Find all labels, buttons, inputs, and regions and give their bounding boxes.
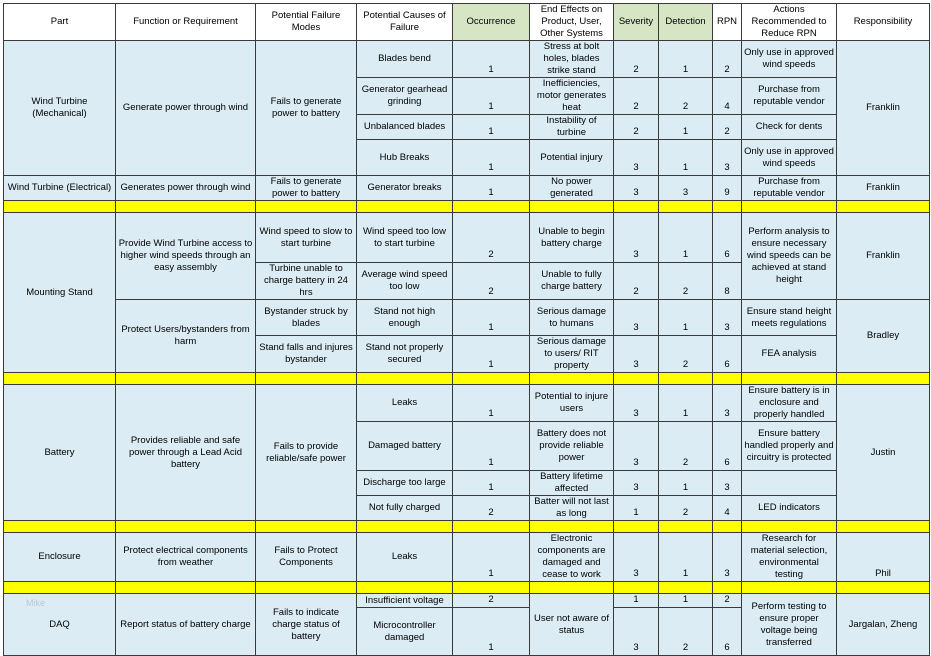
detection-cell: 2 <box>659 496 713 521</box>
header-rpn: RPN <box>713 4 742 41</box>
function-cell: Protect Users/bystanders from harm <box>116 300 256 373</box>
function-cell: Provide Wind Turbine access to higher wind speeds through an easy assembly <box>116 213 256 300</box>
severity-cell: 2 <box>614 41 659 78</box>
detection-cell: 2 <box>659 263 713 300</box>
severity-cell: 2 <box>614 115 659 140</box>
table-row <box>4 533 930 582</box>
cause-cell: Discharge too large <box>357 471 453 496</box>
severity-cell: 3 <box>614 300 659 336</box>
header-causes: Potential Causes of Failure <box>357 4 453 41</box>
action-cell: Only use in approved wind speeds <box>742 140 837 176</box>
severity-cell: 1 <box>614 496 659 521</box>
effect-cell: Serious damage to humans <box>530 300 614 336</box>
occurrence-cell: 1 <box>453 471 530 496</box>
occurrence-cell: 1 <box>453 608 530 656</box>
action-cell: Purchase from reputable vendor <box>742 78 837 115</box>
cause-cell: Generator breaks <box>357 176 453 201</box>
action-cell: Ensure battery is in enclosure and properly handled <box>742 385 837 422</box>
cause-cell: Damaged battery <box>357 422 453 471</box>
function-cell: Generates power through wind <box>116 176 256 201</box>
failure-mode-cell: Fails to indicate charge status of battery <box>256 594 357 656</box>
header-responsibility: Responsibility <box>837 4 930 41</box>
failure-mode-cell: Fails to generate power to battery <box>256 41 357 176</box>
detection-cell: 1 <box>659 140 713 176</box>
header-severity: Severity <box>614 4 659 41</box>
effect-cell: Instability of turbine <box>530 115 614 140</box>
occurrence-cell: 1 <box>453 78 530 115</box>
table-row <box>4 300 930 336</box>
header-part: Part <box>4 4 116 41</box>
occurrence-cell: 1 <box>453 533 530 582</box>
separator-row <box>4 373 930 385</box>
occurrence-cell: 1 <box>453 176 530 201</box>
rpn-cell: 3 <box>713 471 742 496</box>
detection-cell: 1 <box>659 213 713 263</box>
cause-cell: Not fully charged <box>357 496 453 521</box>
detection-cell: 1 <box>659 300 713 336</box>
occurrence-cell: 1 <box>453 115 530 140</box>
rpn-cell: 2 <box>713 594 742 608</box>
cause-cell: Stand not properly secured <box>357 336 453 373</box>
action-cell: Only use in approved wind speeds <box>742 41 837 78</box>
effect-cell: Batter will not last as long <box>530 496 614 521</box>
part-cell: Mounting Stand <box>4 213 116 373</box>
effect-cell: Battery lifetime affected <box>530 471 614 496</box>
function-cell: Protect electrical components from weather <box>116 533 256 582</box>
cause-cell: Wind speed too low to start turbine <box>357 213 453 263</box>
function-cell: Generate power through wind <box>116 41 256 176</box>
severity-cell: 2 <box>614 78 659 115</box>
severity-cell: 2 <box>614 263 659 300</box>
detection-cell: 2 <box>659 608 713 656</box>
table-row <box>4 213 930 263</box>
effect-cell: Unable to begin battery charge <box>530 213 614 263</box>
severity-cell: 1 <box>614 594 659 608</box>
rpn-cell: 2 <box>713 115 742 140</box>
cause-cell: Average wind speed too low <box>357 263 453 300</box>
failure-mode-cell: Stand falls and injures bystander <box>256 336 357 373</box>
severity-cell: 3 <box>614 213 659 263</box>
detection-cell: 1 <box>659 594 713 608</box>
detection-cell: 1 <box>659 385 713 422</box>
detection-cell: 2 <box>659 336 713 373</box>
responsibility-cell: Jargalan, Zheng <box>837 594 930 656</box>
severity-cell: 3 <box>614 422 659 471</box>
header-function: Function or Requirement <box>116 4 256 41</box>
separator-row <box>4 201 930 213</box>
cause-cell: Hub Breaks <box>357 140 453 176</box>
severity-cell: 3 <box>614 608 659 656</box>
part-cell: Battery <box>4 385 116 521</box>
responsibility-cell: Franklin <box>837 41 930 176</box>
action-cell: Perform analysis to ensure necessary wind speeds can be achieved at stand height <box>742 213 837 300</box>
effect-cell: Potential to injure users <box>530 385 614 422</box>
failure-mode-cell: Fails to provide reliable/safe power <box>256 385 357 521</box>
action-cell: Ensure battery handled properly and circuitry is protected <box>742 422 837 471</box>
rpn-cell: 3 <box>713 140 742 176</box>
ghost-label: Mike <box>26 598 46 608</box>
rpn-cell: 3 <box>713 300 742 336</box>
action-cell: Research for material selection, environmental testing <box>742 533 837 582</box>
header-effects: End Effects on Product, User, Other Systems <box>530 4 614 41</box>
action-cell: Perform testing to ensure proper voltage being transferred <box>742 594 837 656</box>
rpn-cell: 4 <box>713 78 742 115</box>
detection-cell: 3 <box>659 176 713 201</box>
table-row <box>4 594 930 608</box>
action-cell: Purchase from reputable vendor <box>742 176 837 201</box>
failure-mode-cell: Turbine unable to charge battery in 24 hrs <box>256 263 357 300</box>
failure-mode-cell: Fails to generate power to battery <box>256 176 357 201</box>
occurrence-cell: 1 <box>453 422 530 471</box>
occurrence-cell: 2 <box>453 263 530 300</box>
rpn-cell: 3 <box>713 385 742 422</box>
occurrence-cell: 1 <box>453 140 530 176</box>
cause-cell: Stand not high enough <box>357 300 453 336</box>
rpn-cell: 4 <box>713 496 742 521</box>
rpn-cell: 3 <box>713 533 742 582</box>
fmea-table <box>3 3 930 656</box>
rpn-cell: 6 <box>713 608 742 656</box>
header-failure-modes: Potential Failure Modes <box>256 4 357 41</box>
action-cell: Check for dents <box>742 115 837 140</box>
failure-mode-cell: Fails to Protect Components <box>256 533 357 582</box>
part-cell: Wind Turbine (Electrical) <box>4 176 116 201</box>
cause-cell: Generator gearhead grinding <box>357 78 453 115</box>
effect-cell: Electronic components are damaged and cease to work <box>530 533 614 582</box>
severity-cell: 3 <box>614 140 659 176</box>
rpn-cell: 9 <box>713 176 742 201</box>
occurrence-cell: 2 <box>453 213 530 263</box>
failure-mode-cell: Wind speed to slow to start turbine <box>256 213 357 263</box>
effect-cell: User not aware of status <box>530 594 614 656</box>
effect-cell: No power generated <box>530 176 614 201</box>
action-cell: LED indicators <box>742 496 837 521</box>
cause-cell: Insufficient voltage <box>357 594 453 608</box>
detection-cell: 1 <box>659 471 713 496</box>
effect-cell: Serious damage to users/ RIT property <box>530 336 614 373</box>
effect-cell: Unable to fully charge battery <box>530 263 614 300</box>
table-row <box>4 176 930 201</box>
rpn-cell: 6 <box>713 336 742 373</box>
cause-cell: Leaks <box>357 385 453 422</box>
function-cell: Provides reliable and safe power through a Lead Acid battery <box>116 385 256 521</box>
header-row <box>4 4 930 41</box>
part-cell: DAQ <box>4 594 116 656</box>
rpn-cell: 6 <box>713 422 742 471</box>
part-cell: Enclosure <box>4 533 116 582</box>
rpn-cell: 8 <box>713 263 742 300</box>
severity-cell: 3 <box>614 471 659 496</box>
detection-cell: 1 <box>659 115 713 140</box>
effect-cell: Inefficiencies, motor generates heat <box>530 78 614 115</box>
occurrence-cell: 2 <box>453 496 530 521</box>
table-row <box>4 41 930 78</box>
detection-cell: 2 <box>659 422 713 471</box>
table-row <box>4 385 930 422</box>
header-detection: Detection <box>659 4 713 41</box>
severity-cell: 3 <box>614 533 659 582</box>
severity-cell: 3 <box>614 385 659 422</box>
failure-mode-cell: Bystander struck by blades <box>256 300 357 336</box>
responsibility-cell: Franklin <box>837 213 930 300</box>
action-cell: FEA analysis <box>742 336 837 373</box>
effect-cell: Potential injury <box>530 140 614 176</box>
effect-cell: Stress at bolt holes, blades strike stand <box>530 41 614 78</box>
action-cell: Ensure stand height meets regulations <box>742 300 837 336</box>
occurrence-cell: 1 <box>453 336 530 373</box>
header-actions: Actions Recommended to Reduce RPN <box>742 4 837 41</box>
responsibility-cell: Phil <box>837 533 930 582</box>
rpn-cell: 2 <box>713 41 742 78</box>
effect-cell: Battery does not provide reliable power <box>530 422 614 471</box>
cause-cell: Unbalanced blades <box>357 115 453 140</box>
occurrence-cell: 1 <box>453 300 530 336</box>
header-occurrence: Occurrence <box>453 4 530 41</box>
function-cell: Report status of battery charge <box>116 594 256 656</box>
cause-cell: Blades bend <box>357 41 453 78</box>
responsibility-cell: Bradley <box>837 300 930 373</box>
cause-cell: Microcontroller damaged <box>357 608 453 656</box>
occurrence-cell: 1 <box>453 41 530 78</box>
severity-cell: 3 <box>614 176 659 201</box>
occurrence-cell: 2 <box>453 594 530 608</box>
detection-cell: 1 <box>659 533 713 582</box>
part-cell: Wind Turbine (Mechanical) <box>4 41 116 176</box>
action-cell <box>742 471 837 496</box>
responsibility-cell: Franklin <box>837 176 930 201</box>
separator-row <box>4 582 930 594</box>
rpn-cell: 6 <box>713 213 742 263</box>
detection-cell: 1 <box>659 41 713 78</box>
cause-cell: Leaks <box>357 533 453 582</box>
detection-cell: 2 <box>659 78 713 115</box>
responsibility-cell: Justin <box>837 385 930 521</box>
severity-cell: 3 <box>614 336 659 373</box>
separator-row <box>4 521 930 533</box>
occurrence-cell: 1 <box>453 385 530 422</box>
